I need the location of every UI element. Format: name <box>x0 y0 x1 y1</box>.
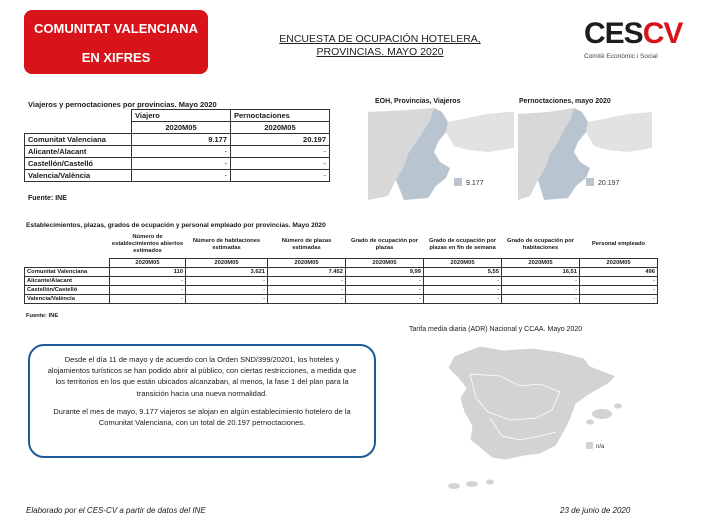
row-label: Comunitat Valenciana <box>25 134 132 146</box>
table-row <box>25 294 658 303</box>
table1-source: Fuente: INE <box>28 195 67 202</box>
summary-paragraph-2: Durante el mes de mayo, 9.177 viajeros se alojan en algún establecimiento hotelero de la Comunitat Valenciana, con un total de 20.197 pernoctaciones. <box>53 406 351 428</box>
table1-period: 2020M05 <box>132 122 231 134</box>
summary-paragraph-1: Desde el día 11 de mayo y de acuerdo con la Orden SND/399/20201, los hoteles y alojamientos turísticos se han podido abrir al público, con ciertas restricciones, a medida que los territorios en los que están ubicados alcanzaban, al menos, la fase 1 del plan para la transición hacia una nueva normalidad. <box>47 355 357 398</box>
cell-value: - <box>110 285 186 294</box>
establishments-table <box>24 232 658 304</box>
cell-value: 20.197 <box>231 134 330 146</box>
page-title-line-2: PROVINCIAS. MAYO 2020 <box>316 46 444 58</box>
table2-title: Establecimientos, plazas, grados de ocupación y personal empleado por provincias. Mayo 2020 <box>26 222 326 229</box>
logo-subtitle: Comitè Econòmic i Social <box>584 53 658 60</box>
logo-ce: CES <box>584 17 643 50</box>
cell-value: - <box>580 276 658 285</box>
badge-line-2: EN XIFRES <box>81 50 151 65</box>
footer-date: 23 de junio de 2020 <box>560 506 631 515</box>
cell-value: - <box>346 276 424 285</box>
adr-legend-swatch <box>586 442 593 449</box>
badge-line-1: COMUNITAT VALENCIANA <box>34 21 198 36</box>
col-header: Grado de ocupación por plazas en fin de semana <box>429 237 496 251</box>
logo-cv: CV <box>642 17 683 50</box>
map1-legend-value: 9.177 <box>466 180 484 187</box>
cell-value: 110 <box>110 267 186 276</box>
cell-value: - <box>346 285 424 294</box>
map2-legend-value: 20.197 <box>598 180 620 187</box>
cell-value: - <box>231 170 330 182</box>
cescv-logo <box>584 18 696 60</box>
table-row <box>25 158 330 170</box>
row-label: Alicante/Alacant <box>25 146 132 158</box>
cell-value: - <box>424 276 502 285</box>
cell-value: 7.452 <box>268 267 346 276</box>
page-title-line-1: ENCUESTA DE OCUPACIÓN HOTELERA, <box>279 33 481 45</box>
summary-box <box>28 344 376 458</box>
cell-value: - <box>132 170 231 182</box>
row-label: Alicante/Alacant <box>25 276 110 285</box>
adr-map-title: Tarifa media diaria (ADR) Nacional y CCAA. Mayo 2020 <box>409 326 583 333</box>
cell-value: - <box>268 285 346 294</box>
col-header: Grado de ocupación por plazas <box>351 237 418 251</box>
period-cell: 2020M05 <box>186 258 268 267</box>
cell-value: - <box>424 285 502 294</box>
row-label: Valencia/València <box>25 294 110 303</box>
spain-map <box>440 336 632 496</box>
cell-value: 3.621 <box>186 267 268 276</box>
col-header: Personal empleado <box>591 241 646 248</box>
row-label: Valencia/València <box>25 170 132 182</box>
cell-value: 5,55 <box>424 267 502 276</box>
col-header: Grado de ocupación por habitaciones <box>507 237 574 251</box>
cell-value: - <box>186 276 268 285</box>
cell-value: - <box>110 294 186 303</box>
period-cell: 2020M05 <box>502 258 580 267</box>
map2-legend-swatch <box>586 178 594 186</box>
table-row <box>25 267 658 276</box>
cell-value: - <box>132 158 231 170</box>
adr-legend-value: n/a <box>596 444 605 450</box>
table2-source: Fuente: INE <box>26 313 59 319</box>
cell-value: - <box>502 294 580 303</box>
cell-value: 9,99 <box>346 267 424 276</box>
cell-value: - <box>110 276 186 285</box>
col-header: Número de establecimientos abiertos estimados <box>111 234 184 255</box>
col-header: Número de plazas estimadas <box>281 237 332 251</box>
cell-value: 9.177 <box>132 134 231 146</box>
travellers-table <box>24 109 330 182</box>
cell-value: - <box>268 294 346 303</box>
cell-value: - <box>186 285 268 294</box>
row-label: Castellón/Castelló <box>25 285 110 294</box>
cell-value: - <box>231 158 330 170</box>
cell-value: - <box>424 294 502 303</box>
table-row <box>25 134 330 146</box>
cell-value: - <box>346 294 424 303</box>
cell-value: - <box>132 146 231 158</box>
map2-title: Pernoctaciones, mayo 2020 <box>519 98 611 105</box>
page-title <box>262 33 498 59</box>
cell-value: - <box>502 285 580 294</box>
region-badge <box>24 10 208 74</box>
period-cell: 2020M05 <box>110 258 186 267</box>
col-header: Número de habitaciones estimadas <box>192 237 261 251</box>
cell-value: - <box>231 146 330 158</box>
map1-legend-swatch <box>454 178 462 186</box>
period-cell: 2020M05 <box>268 258 346 267</box>
table1-title: Viajeros y pernoctaciones por provincias. Mayo 2020 <box>28 100 217 109</box>
map-overnights <box>518 108 652 202</box>
cell-value: - <box>268 276 346 285</box>
table-row <box>25 276 658 285</box>
footer-credit: Elaborado por el CES-CV a partir de datos del INE <box>26 506 206 515</box>
logo-wordmark <box>584 18 682 50</box>
period-cell: 2020M05 <box>424 258 502 267</box>
row-label: Comunitat Valenciana <box>25 267 110 276</box>
map1-title: EOH, Provincias, Viajeros <box>375 98 461 105</box>
cell-value: 496 <box>580 267 658 276</box>
cell-value: - <box>502 276 580 285</box>
table1-col-travellers: Viajero <box>132 110 231 122</box>
table1-col-overnights: Pernoctaciones <box>231 110 330 122</box>
row-label: Castellón/Castelló <box>25 158 132 170</box>
table1-period: 2020M05 <box>231 122 330 134</box>
cell-value: 16,51 <box>502 267 580 276</box>
table-row <box>25 170 330 182</box>
cell-value: - <box>580 294 658 303</box>
table-row <box>25 146 330 158</box>
period-cell: 2020M05 <box>346 258 424 267</box>
period-cell: 2020M05 <box>580 258 658 267</box>
map-travellers <box>368 108 514 202</box>
table-row <box>25 285 658 294</box>
cell-value: - <box>580 285 658 294</box>
cell-value: - <box>186 294 268 303</box>
